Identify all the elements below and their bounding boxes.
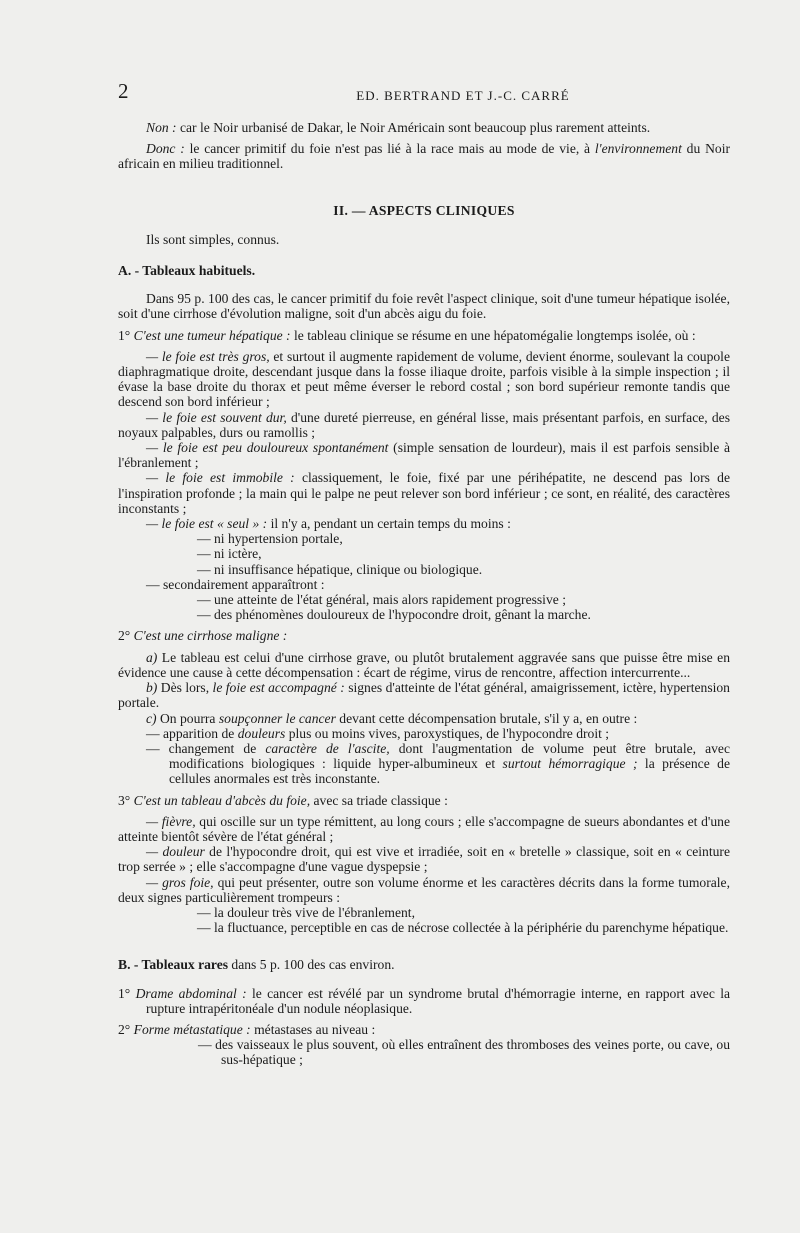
lead-non: Non :	[146, 120, 177, 135]
em-b2: Forme métastatique :	[133, 1021, 251, 1037]
list-item: — ni ictère,	[197, 546, 262, 562]
text-a2-c2-2: dont l'augmentation de volume peut être brutale, avec modifications biologiques : liquide hyper-albumineux et	[169, 740, 730, 772]
text-a3-b: de l'hypocondre droit, qui est vive et irradiée, soit en « bretelle » classique, soit en « ceinture trop serrée » ; elle s'accompagne d'une vague dyspepsie ;	[118, 844, 730, 875]
text-a1-a: et surtout il augmente rapidement de volume, devient énorme, soulevant la coupole diaphragmatique droite, descendant jusque dans la fosse iliaque droite, parfois visible à la simple inspection ; il évase la base droite du thorax et peut même éverser le rebord costal ; son bord supérieur remonte tandis que descend son bord inférieur ;	[118, 348, 730, 410]
text-b2: métastases au niveau :	[250, 1021, 376, 1037]
list-item: — des vaisseaux le plus souvent, où elles entraînent des thromboses des veines porte, ou cave, ou sus-hépatique ;	[198, 1037, 730, 1068]
lead-donc: Donc :	[146, 141, 185, 157]
item-a3-a	[118, 814, 730, 844]
item-a2-b	[118, 680, 730, 710]
item-a1-e	[118, 516, 730, 531]
num-a2: 2°	[118, 628, 134, 644]
item-a2	[118, 628, 730, 643]
em-a1-c: — le foie est peu douloureux spontanément	[146, 440, 389, 456]
text-a2-c1-1: — apparition de	[146, 725, 238, 741]
item-a3-b	[118, 844, 730, 874]
em-a2-c2-2: surtout hémorragique ;	[502, 756, 638, 772]
list-item: — ni hypertension portale,	[197, 531, 343, 547]
lead-a2-a: a)	[146, 649, 158, 665]
item-a2-c2	[118, 741, 730, 787]
paragraph-donc	[118, 141, 730, 171]
em-a3-a: — fièvre,	[146, 813, 196, 829]
list-item: — une atteinte de l'état général, mais alors rapidement progressive ;	[197, 592, 566, 608]
num-b2: 2°	[118, 1021, 134, 1037]
item-a3	[118, 793, 730, 808]
page-number: 2	[118, 79, 129, 103]
num-a3: 3°	[118, 792, 134, 808]
item-b1	[118, 986, 730, 1016]
title-b-rest: dans 5 p. 100 des cas environ.	[228, 957, 395, 973]
text-a2-c2-3: la présence de cellules anormales est très inconstante.	[169, 756, 730, 787]
running-header	[118, 79, 738, 106]
section-intro: Ils sont simples, connus.	[146, 231, 280, 247]
em-a1-d: — le foie est immobile :	[146, 470, 295, 486]
em-a2-c2: caractère de l'ascite,	[265, 740, 390, 756]
em-a3-c: — gros foie,	[146, 874, 214, 890]
text-donc-1: le cancer primitif du foie n'est pas lié à la race mais au mode de vie, à	[184, 141, 595, 157]
em-a3-b: — douleur	[146, 844, 205, 860]
text-a2-c1-2: plus ou moins vives, paroxystiques, de l'hypocondre droit ;	[285, 725, 610, 741]
paragraph-non	[118, 120, 730, 135]
header-title: ED. BERTRAND ET J.-C. CARRÉ	[356, 88, 570, 103]
paragraph-a-intro: Dans 95 p. 100 des cas, le cancer primitif du foie revêt l'aspect clinique, soit d'une tumeur hépatique isolée, soit d'une cirrhose d'évolution maligne, soit d'un abcès aigu du foie.	[118, 291, 730, 322]
text-a1: le tableau clinique se résume en une hépatomégalie longtemps isolée, où :	[290, 327, 696, 343]
section-title-aspects-cliniques: II. — ASPECTS CLINIQUES	[333, 202, 515, 218]
em-donc: l'environnement	[594, 141, 682, 157]
item-a1-d	[118, 470, 730, 516]
subsection-title-b	[118, 957, 730, 972]
text-a3-a: qui oscille sur un type rémittent, au long cours ; elle s'accompagne de sueurs abondantes et d'une atteinte bientôt sévère de l'état général ;	[118, 813, 730, 844]
em-a1: C'est une tumeur hépatique :	[133, 327, 291, 343]
item-a1-c	[118, 440, 730, 470]
lead-a2-b: b)	[146, 680, 158, 696]
item-b2	[118, 1022, 730, 1037]
text-a2-b-2: signes d'atteinte de l'état général, amaigrissement, ictère, hypertension portale.	[118, 680, 730, 711]
em-b1: Drame abdominal :	[135, 985, 247, 1001]
list-item: — la douleur très vive de l'ébranlement,	[197, 904, 415, 920]
item-a1-f: — secondairement apparaîtront :	[146, 576, 325, 592]
text-a3-c: qui peut présenter, outre son volume énorme et les caractères décrits dans la forme tumorale, deux signes particulièrement trompeurs :	[118, 874, 730, 905]
item-a1-a	[118, 349, 730, 410]
em-a2-b: le foie est accompagné :	[212, 680, 345, 696]
em-a2-c: soupçonner le cancer	[218, 710, 336, 726]
text-a1-b: d'une dureté pierreuse, en général lisse, mais présentant parfois, en surface, des noyaux palpables, durs ou ramollis ;	[118, 409, 730, 440]
page-body	[118, 120, 730, 1068]
list-item: — des phénomènes douloureux de l'hypocondre droit, gênant la marche.	[197, 607, 591, 623]
text-a1-e: il n'y a, pendant un certain temps du moins :	[267, 516, 511, 532]
list-item: — la fluctuance, perceptible en cas de nécrose collectée à la périphérie du parenchyme hépatique.	[197, 920, 729, 936]
text-a2-a: Le tableau est celui d'une cirrhose grave, ou plutôt brutalement aggravée sans que puisse être mise en évidence une cause à cette décompensation : écart de régime, virus de rencontre, affection intercurrente...	[118, 649, 730, 680]
text-a2-c2-1: — changement de	[146, 740, 266, 756]
num-a1: 1°	[118, 327, 134, 343]
text-a2-c-1: On pourra	[156, 710, 219, 726]
title-b: B. - Tableaux rares	[118, 957, 229, 973]
subsection-title-a: A. - Tableaux habituels.	[118, 263, 256, 279]
list-item: — ni insuffisance hépatique, clinique ou biologique.	[197, 561, 483, 577]
text-donc-2: du Noir africain en milieu traditionnel.	[118, 141, 730, 172]
em-a1-b: — le foie est souvent dur,	[146, 409, 287, 425]
em-a3: C'est un tableau d'abcès du foie,	[133, 792, 311, 808]
item-a3-c	[118, 875, 730, 905]
item-a2-c1	[118, 726, 730, 741]
text-a2-b-1: Dès lors,	[157, 680, 213, 696]
em-a2: C'est une cirrhose maligne :	[133, 628, 288, 644]
num-b1: 1°	[118, 985, 136, 1001]
em-a1-e: — le foie est « seul » :	[146, 516, 268, 532]
item-a2-a	[118, 650, 730, 680]
text-non: car le Noir urbanisé de Dakar, le Noir Américain sont beaucoup plus rarement atteints.	[176, 120, 651, 135]
text-a1-d: classiquement, le foie, fixé par une périhépatite, ne descend pas lors de l'inspiration profonde ; la main qui le palpe ne peut relever son bord inférieur ; ce sont, en réalité, des caractères inconstants ;	[118, 470, 730, 516]
item-a1-b	[118, 410, 730, 440]
text-b1: le cancer est révélé par un syndrome brutal d'hémorragie interne, en rapport avec la rupture intrapéritonéale d'un nodule néoplasique.	[146, 985, 731, 1016]
em-a2-c1: douleurs	[237, 725, 286, 741]
text-a2-c-2: devant cette décompensation brutale, s'il y a, en outre :	[335, 710, 638, 726]
text-a3: avec sa triade classique :	[310, 792, 448, 808]
item-a2-c	[118, 711, 730, 726]
em-a1-a: — le foie est très gros,	[146, 348, 270, 364]
item-a1	[118, 328, 730, 343]
text-a1-c: (simple sensation de lourdeur), mais il est parfois sensible à l'ébranlement ;	[118, 440, 731, 471]
lead-a2-c: c)	[146, 710, 157, 726]
